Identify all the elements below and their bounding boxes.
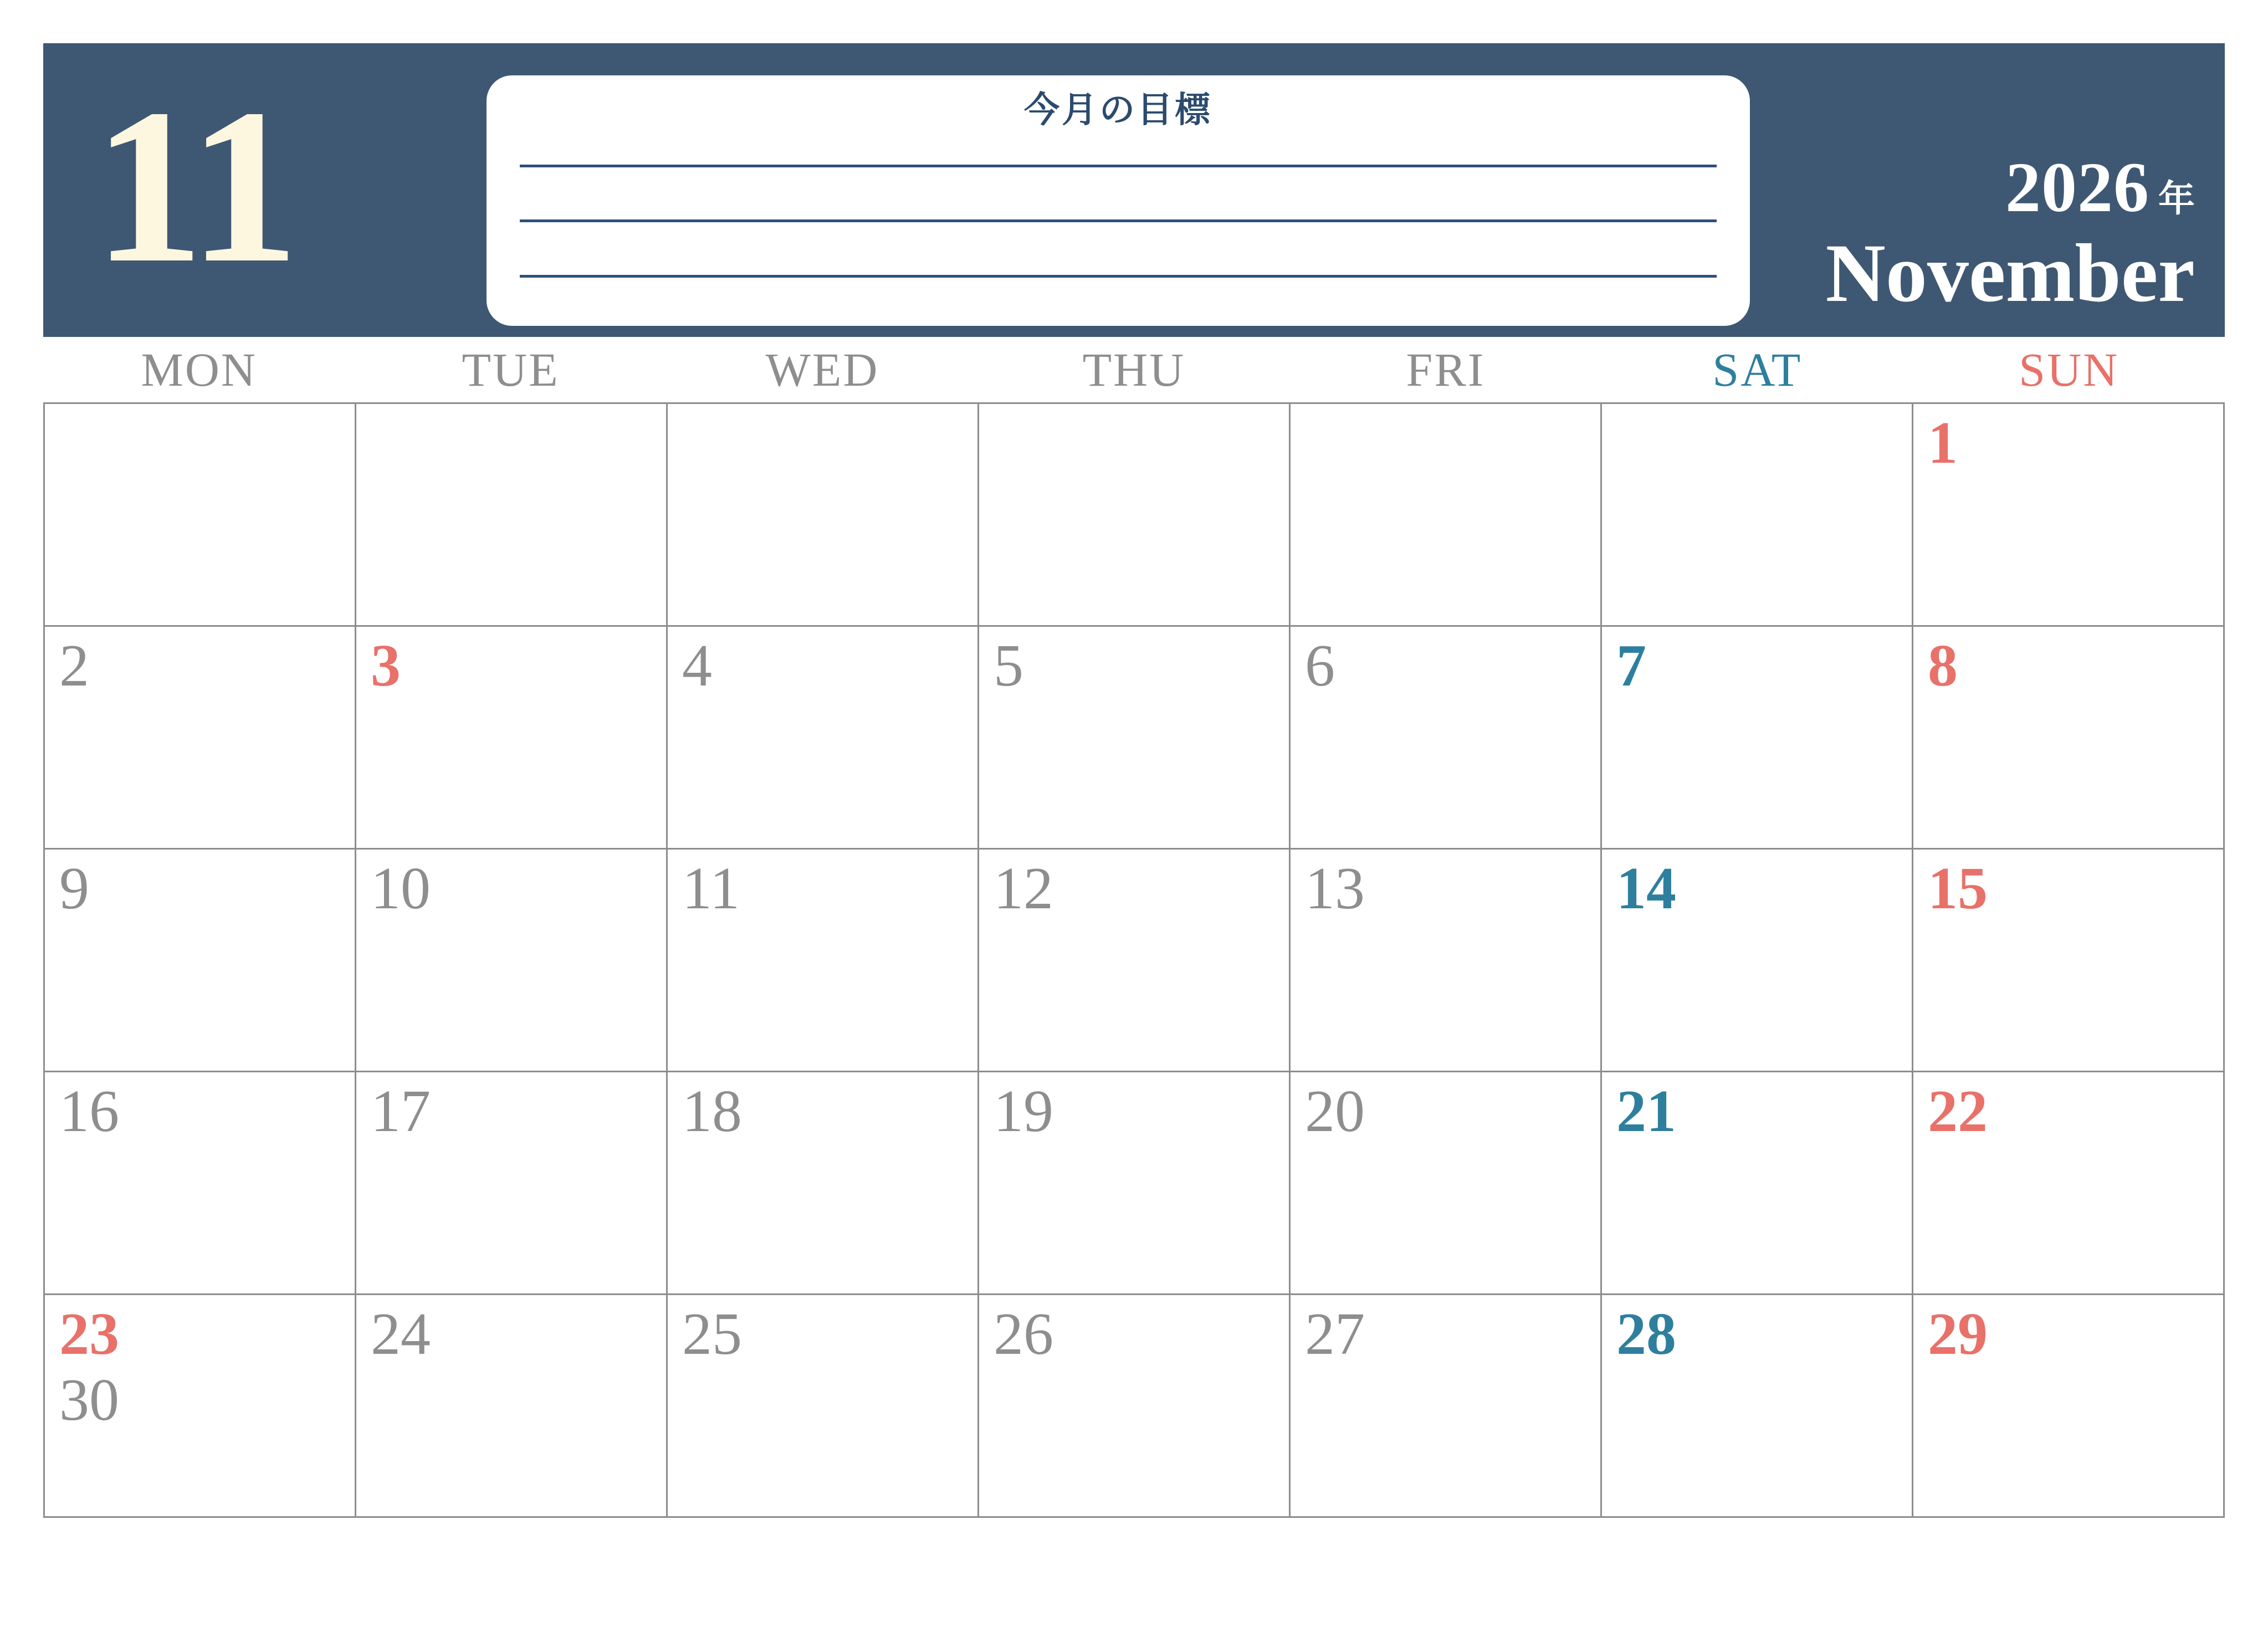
weekday-label-thu: THU: [1082, 343, 1186, 396]
day-number: 29: [1928, 1301, 1988, 1367]
day-cell[interactable]: [668, 404, 979, 627]
weekday-label-tue: TUE: [462, 343, 560, 396]
day-cell[interactable]: [1602, 1295, 1913, 1518]
monthly-goal-lines: [513, 139, 1723, 309]
year-month-label: [1825, 148, 2195, 319]
day-cell[interactable]: [1913, 1072, 2225, 1295]
day-cell[interactable]: [356, 850, 668, 1072]
day-number: 5: [994, 633, 1023, 699]
day-number: 19: [994, 1078, 1053, 1144]
day-number: 11: [682, 856, 740, 922]
day-cell[interactable]: [1291, 1295, 1602, 1518]
day-number: 6: [1305, 633, 1335, 699]
day-number: 9: [59, 856, 89, 922]
day-number: 20: [1305, 1078, 1365, 1144]
day-cell[interactable]: [1913, 404, 2225, 627]
weekday-label-sun: SUN: [2019, 343, 2119, 396]
day-number: 3: [371, 633, 401, 699]
day-cell[interactable]: [45, 850, 356, 1072]
monthly-goal-title: 今月の目標: [1024, 90, 1212, 130]
day-number: 15: [1928, 856, 1988, 922]
day-cell[interactable]: [979, 404, 1291, 627]
day-cell[interactable]: [45, 404, 356, 627]
day-number: 1: [1928, 410, 1958, 476]
day-number: 23: [59, 1301, 119, 1367]
goal-write-line-2[interactable]: [520, 219, 1717, 222]
day-cell[interactable]: [1291, 1072, 1602, 1295]
day-cell[interactable]: [979, 1295, 1291, 1518]
weekday-label-wed: WED: [765, 343, 879, 396]
day-cell[interactable]: [356, 404, 668, 627]
day-number: 26: [994, 1301, 1053, 1367]
day-cell[interactable]: [1602, 850, 1913, 1072]
goal-write-line-3[interactable]: [520, 275, 1717, 278]
day-cell[interactable]: [1291, 404, 1602, 627]
day-cell[interactable]: [1913, 627, 2225, 850]
day-number: 10: [371, 856, 431, 922]
day-number: 2: [59, 633, 89, 699]
day-cell[interactable]: [356, 1072, 668, 1295]
day-number: 24: [371, 1301, 431, 1367]
day-number: 7: [1616, 633, 1646, 699]
weekday-label-mon: MON: [141, 343, 258, 396]
day-cell[interactable]: [356, 627, 668, 850]
day-number: 13: [1305, 856, 1365, 922]
day-number: 18: [682, 1078, 742, 1144]
day-cell[interactable]: [45, 1295, 356, 1518]
day-cell[interactable]: [1602, 627, 1913, 850]
weekday-label-sat: SAT: [1712, 343, 1803, 396]
day-cell[interactable]: [1602, 1072, 1913, 1295]
day-cell[interactable]: [1291, 627, 1602, 850]
monthly-goal-box: [487, 75, 1750, 326]
weekday-header-row: [43, 337, 2225, 402]
day-number: 25: [682, 1301, 742, 1367]
year-number: 2026: [2005, 148, 2149, 227]
day-number: 27: [1305, 1301, 1365, 1367]
day-cell[interactable]: [668, 627, 979, 850]
day-cell[interactable]: [356, 1295, 668, 1518]
calendar-header: [43, 43, 2225, 337]
day-cell[interactable]: [1913, 850, 2225, 1072]
weekday-label-fri: FRI: [1406, 343, 1486, 396]
day-number: 28: [1616, 1301, 1676, 1367]
day-number: 4: [682, 633, 712, 699]
goal-write-line-1[interactable]: [520, 165, 1717, 167]
day-number-secondary: 30: [59, 1367, 119, 1434]
day-cell[interactable]: [979, 627, 1291, 850]
day-cell[interactable]: [45, 1072, 356, 1295]
day-cell[interactable]: [45, 627, 356, 850]
month-name: November: [1825, 227, 2195, 319]
month-number: 11: [93, 63, 296, 309]
day-cell[interactable]: [979, 850, 1291, 1072]
day-number: 21: [1616, 1078, 1676, 1144]
calendar-grid: [43, 402, 2225, 1518]
day-cell[interactable]: [1913, 1295, 2225, 1518]
day-cell[interactable]: [668, 1295, 979, 1518]
day-cell[interactable]: [668, 1072, 979, 1295]
day-cell[interactable]: [1291, 850, 1602, 1072]
year-suffix-kanji: 年: [2158, 178, 2195, 219]
day-cell[interactable]: [1602, 404, 1913, 627]
day-number: 8: [1928, 633, 1958, 699]
day-number: 16: [59, 1078, 119, 1144]
day-number: 14: [1616, 856, 1676, 922]
day-cell[interactable]: [979, 1072, 1291, 1295]
day-number: 22: [1928, 1078, 1988, 1144]
day-number: 17: [371, 1078, 431, 1144]
day-number: 12: [994, 856, 1053, 922]
day-cell[interactable]: [668, 850, 979, 1072]
